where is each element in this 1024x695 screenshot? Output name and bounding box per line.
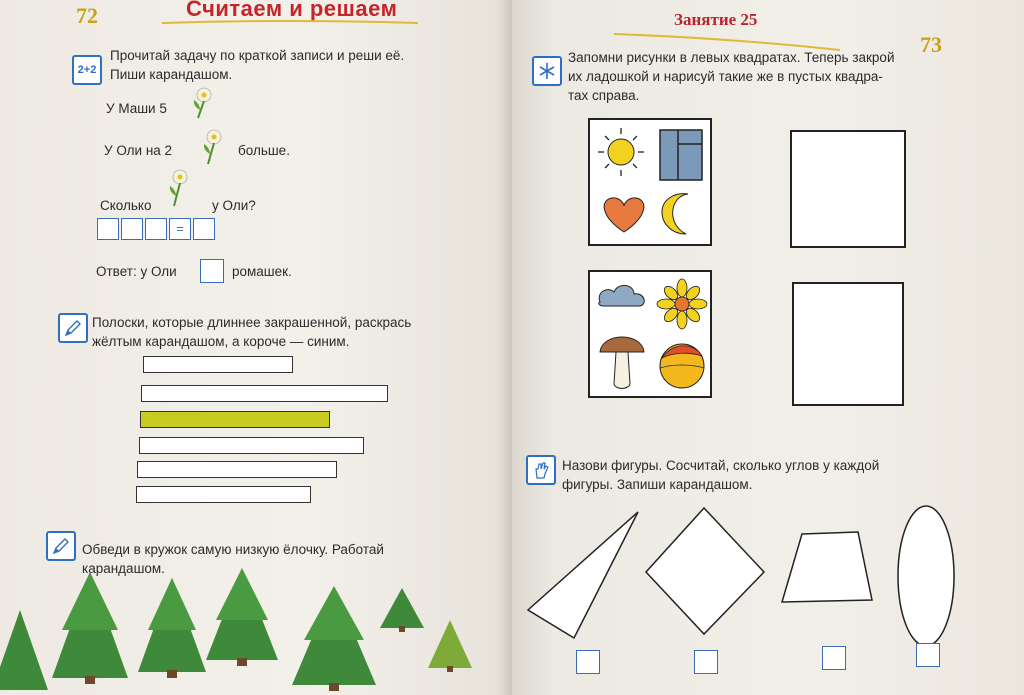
page-number-left: 72 [76, 3, 98, 28]
pencil-icon [46, 531, 76, 561]
right-page [512, 0, 1024, 695]
snowflake-icon [532, 56, 562, 86]
header-underline-left [160, 18, 420, 26]
daisy-icon [166, 168, 196, 208]
ball-icon [660, 344, 704, 388]
how-many-suffix: у Оли? [212, 198, 256, 213]
answer-cell[interactable] [193, 218, 215, 240]
ellipse-shape [898, 506, 954, 646]
tree-icon[interactable] [0, 610, 48, 690]
page-number-right: 73 [920, 32, 942, 57]
triangle-shape [528, 512, 638, 638]
tree-icon[interactable] [428, 620, 472, 672]
daisy-icon [200, 128, 230, 166]
olya-line-suffix: больше. [238, 143, 290, 158]
picture-square-2 [588, 270, 712, 398]
equals-sign: = [176, 221, 184, 236]
flower-icon [657, 279, 707, 329]
heart-icon [604, 198, 644, 232]
memory-task-instruction [568, 48, 948, 105]
empty-square-1[interactable] [790, 130, 906, 248]
memory-task-line3: тах справа. [568, 88, 640, 103]
hand-icon [526, 455, 556, 485]
page-header-left: Считаем и решаем [186, 0, 398, 21]
trapezoid-shape [782, 532, 872, 602]
empty-square-2[interactable] [792, 282, 904, 406]
memory-task-line2: их ладошкой и нарисуй такие же в пустых квадра- [568, 69, 883, 84]
corners-answer-box[interactable] [576, 650, 600, 674]
answer-prefix: Ответ: у Оли [96, 264, 177, 279]
task2-instruction-line2: жёлтым карандашом, а короче — синим. [92, 334, 350, 349]
task2-instruction-line1: Полоски, которые длиннее закрашенной, раскрась [92, 315, 412, 330]
filled-strip [140, 411, 330, 428]
daisy-icon [190, 86, 220, 120]
answer-cell[interactable] [121, 218, 143, 240]
task3-instruction-line2: карандашом. [82, 561, 165, 576]
page-header-right: Занятие 25 [674, 10, 758, 29]
strip[interactable] [143, 356, 293, 373]
shapes-task-line2: фигуры. Запиши карандашом. [562, 477, 753, 492]
pencil-icon [58, 313, 88, 343]
cloud-icon [599, 285, 644, 306]
answer-input-box[interactable] [200, 259, 224, 283]
tree-icon[interactable] [292, 586, 376, 691]
shapes-task-instruction [562, 456, 958, 494]
math-task-icon [72, 55, 102, 85]
trees-group [0, 560, 512, 695]
task1-instruction-line2: Пиши карандашом. [110, 67, 233, 82]
mushroom-icon [600, 337, 644, 389]
corners-answer-box[interactable] [694, 650, 718, 674]
task3-instruction-line1: Обведи в кружок самую низкую ёлочку. Работай [82, 542, 384, 557]
window-icon [660, 130, 702, 180]
task1-instruction-line1: Прочитай задачу по краткой записи и реши её. [110, 48, 405, 63]
equals-cell [169, 218, 191, 240]
rhombus-shape [646, 508, 764, 634]
answer-cell[interactable] [97, 218, 119, 240]
shapes-task-line1: Назови фигуры. Сосчитай, сколько углов у каждой [562, 458, 880, 473]
memory-task-line1: Запомни рисунки в левых квадратах. Теперь закрой [568, 50, 895, 65]
sun-icon [598, 128, 644, 176]
masha-line: У Маши 5 [106, 101, 167, 116]
tree-icon[interactable] [138, 578, 206, 678]
shapes-group [512, 500, 1024, 650]
task1-instruction [110, 46, 500, 84]
strip[interactable] [139, 437, 364, 454]
moon-icon [662, 194, 688, 234]
task2-instruction [92, 313, 490, 351]
answer-suffix: ромашек. [232, 264, 292, 279]
tree-icon[interactable] [52, 572, 128, 684]
strip[interactable] [137, 461, 337, 478]
corners-answer-box[interactable] [916, 643, 940, 667]
answer-cell[interactable] [145, 218, 167, 240]
math-task-icon-label: 2+2 [77, 64, 97, 76]
olya-line-prefix: У Оли на 2 [104, 143, 173, 158]
strip[interactable] [141, 385, 388, 402]
strip[interactable] [136, 486, 311, 503]
tree-icon[interactable] [380, 588, 424, 632]
corners-answer-box[interactable] [822, 646, 846, 670]
picture-square-1 [588, 118, 712, 246]
how-many-prefix: Сколько [100, 198, 152, 213]
tree-icon[interactable] [206, 568, 278, 666]
